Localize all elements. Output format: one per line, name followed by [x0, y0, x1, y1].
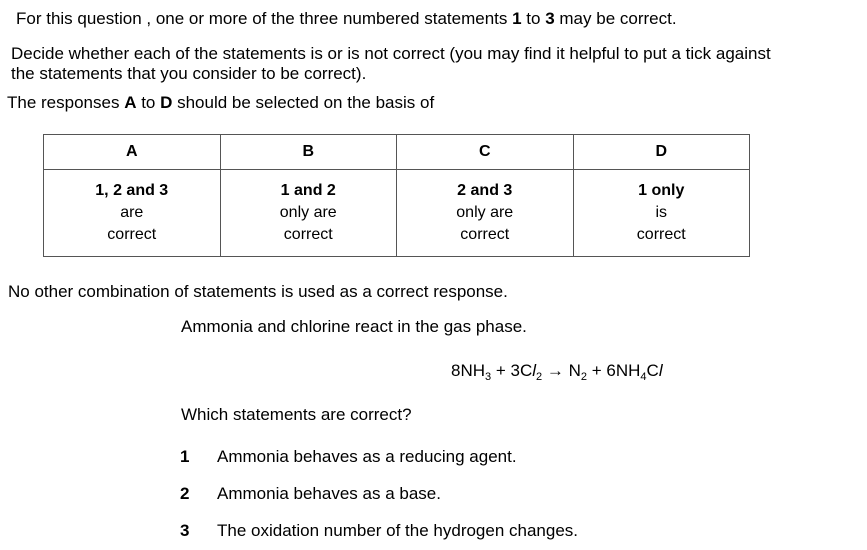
eq-term: 8NH: [451, 361, 486, 380]
header-c: C: [397, 135, 574, 170]
statement-number: 3: [180, 521, 190, 540]
intro-line-1: [16, 9, 677, 29]
eq-italic-l: l: [658, 361, 663, 380]
response-key-table: [43, 134, 750, 257]
cell-text: correct: [283, 226, 333, 243]
eq-term: + 6NH: [587, 361, 641, 380]
header-a: A: [44, 135, 221, 170]
eq-subscript: 3: [485, 371, 492, 383]
statement-text: Ammonia behaves as a base.: [217, 484, 441, 503]
header-d: D: [573, 135, 750, 170]
intro-text: may be correct.: [554, 9, 677, 28]
cell-text: are: [120, 204, 144, 221]
cell-text: correct: [107, 226, 157, 243]
cell-d: [573, 170, 750, 257]
eq-arrow: →: [542, 361, 569, 380]
eq-term: C: [646, 361, 659, 380]
response-ref: D: [160, 93, 173, 112]
cell-statements: 2 and 3: [457, 182, 513, 199]
header-b: B: [220, 135, 397, 170]
chemical-equation: [451, 361, 663, 381]
intro-line-4: [7, 93, 434, 113]
cell-statements: 1 and 2: [280, 182, 336, 199]
statement-text: The oxidation number of the hydrogen changes.: [217, 521, 579, 540]
intro-text: For this question , one or more of the three numbered statements: [16, 9, 513, 28]
eq-subscript: 2: [536, 371, 543, 383]
intro-line-2: Decide whether each of the statements is or is not correct (you may find it helpful to put a tick against: [11, 44, 771, 63]
eq-subscript: 2: [580, 371, 588, 383]
cell-c: [397, 170, 574, 257]
intro-text: The responses: [7, 93, 125, 112]
cell-text: is: [655, 204, 668, 221]
note-text: No other combination of statements is used as a correct response.: [8, 282, 508, 301]
cell-text: correct: [460, 226, 510, 243]
table-header-row: [44, 135, 750, 170]
statement-number: 2: [180, 484, 190, 503]
response-ref: A: [124, 93, 137, 112]
eq-term: + 3C: [491, 361, 533, 380]
statement-ref: 1: [512, 9, 522, 28]
eq-subscript: 4: [640, 371, 647, 383]
cell-text: only are: [456, 204, 514, 221]
intro-text: to: [136, 93, 161, 112]
cell-b: [220, 170, 397, 257]
table-row: [44, 170, 750, 257]
cell-text: only are: [279, 204, 337, 221]
question-context: Ammonia and chlorine react in the gas phase.: [181, 317, 527, 336]
question-prompt: Which statements are correct?: [181, 405, 412, 424]
statement-number: 1: [180, 447, 190, 466]
intro-text: to: [521, 9, 546, 28]
cell-statements: 1, 2 and 3: [95, 182, 169, 199]
cell-statements: 1 only: [638, 182, 685, 199]
cell-text: correct: [636, 226, 686, 243]
cell-a: [44, 170, 221, 257]
statement-text: Ammonia behaves as a reducing agent.: [217, 447, 517, 466]
intro-line-3: the statements that you consider to be correct).: [11, 64, 367, 83]
eq-italic-l: l: [532, 361, 537, 380]
eq-term: N: [568, 361, 581, 380]
intro-text: should be selected on the basis of: [172, 93, 435, 112]
statement-ref: 3: [545, 9, 555, 28]
